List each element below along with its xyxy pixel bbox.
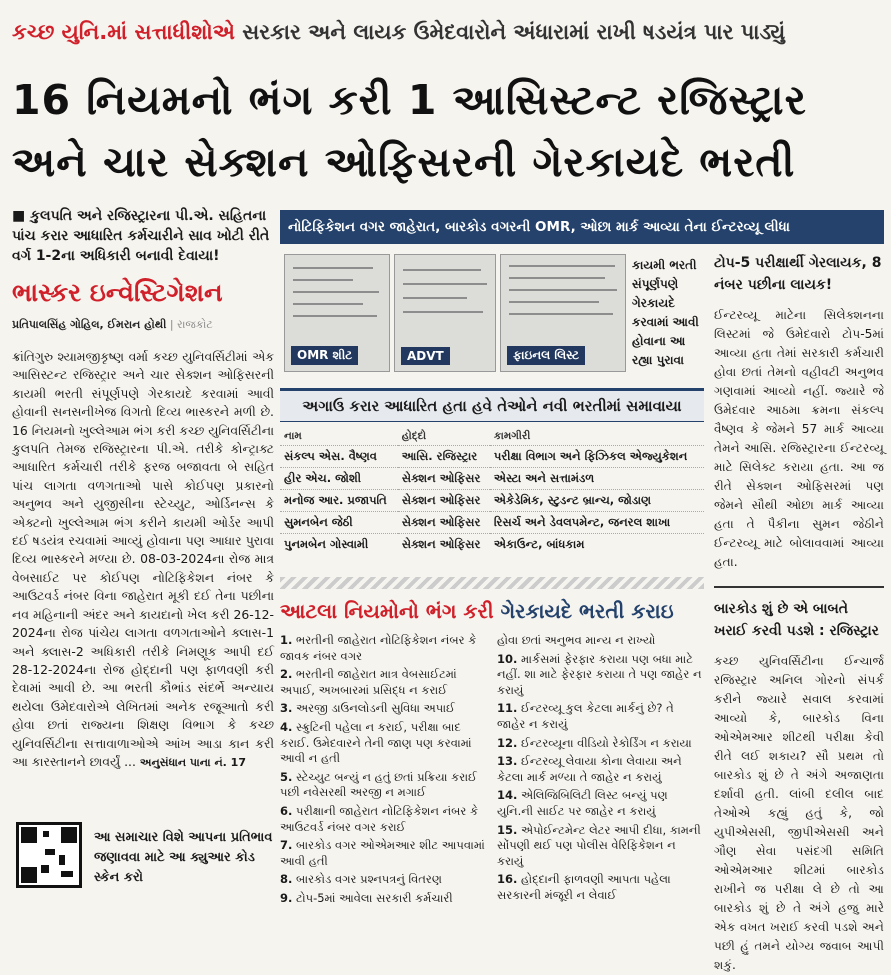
cell-name: મનોજ આર. પ્રજાપતિ [280,490,398,512]
qr-promo [12,816,274,896]
staff-section-title: અગાઉ કરાર આધારિત હતા હવે તેઓને નવી ભરતીમાં સમાવાયા [280,388,704,422]
list-item: હોવા છતાં અનુભવ માન્ય ન રાખ્યો [497,633,656,647]
sidebar-body-top5: ઈન્ટરવ્યૂ માટેના સિલેક્શનના લિસ્ટમાં જે ઉમેદવારો ટોપ-5માં આવ્યા હતા તેમાં સરકારી કર્મચારી હોવા છતાં તેમનો વહીવટી અનુભવ ગણવામાં આવ્યો નહીં. જ્યારે જે ઉમેદવાર આઠમા ક્રમના સંકલ્પ વૈષ્ણવ કે જેમને 57 માર્ક આવ્યા તેમને આસિ. રજિસ્ટ્રારના ઈન્ટરવ્યૂ માટે સિલેક્ટ કરાયા હતા. આ જ રીતે સેક્શન ઓફિસરમાં પણ જેમને સૌથી ઓછા માર્ક આવ્યા હતા તે પૈકીના સુમન જેઠીને ઈન્ટરવ્યૂ માટે બોલાવવામાં આવ્યા હતા. [714,308,884,569]
list-item: 6. પરીક્ષાની જાહેરાત નોટિફિકેશન નંબર કે આઉટવર્ડ નંબર વગર કરાઈ [280,803,479,834]
advt-image [394,254,496,372]
col-name: નામ [284,430,302,442]
qr-text: આ સમાચાર વિશે આપના પ્રતિભાવ જણાવવા માટે આ ક્યુઆર કોડ સ્કેન કરો [94,830,273,885]
sidebar-body-barcode: કચ્છ યુનિવર્સિટીના ઈન્ચાર્જ રજિસ્ટ્રાર અનિલ ગોરનો સંપર્ક કરીને જ્યારે સવાલ કરવામાં આવ્યો કે, બારકોડ વિના ઓએમઆર શીટથી પરીક્ષા કેવી રીતે લઈ શકાય? સૌ પ્રથમ તો બારકોડ શું છે તે અંગે અજાણતા દર્શાવી હતી. લાંબી દલીલ બાદ તેઓએ કહ્યું હતું કે, જો યુપીએસસી, જીપીએસસી અને ગૌણ સેવા પસંદગી સમિતિ ઓએમઆર શીટમાં બારકોડ રાખીને જ પરીક્ષા લે છે તો આ બારકોડ શું છે તે અંગે હજુ મારે એક વખત ખરાઈ કરવી પડશે અને પછી હું તમને યોગ્ય જવાબ આપી શકું. [714,654,884,972]
sidebar-heading-barcode: બારકોડ શું છે એ બાબતે ખરાઈ કરવી પડશે : રજિસ્ટ્રાર [714,601,879,639]
kicker-red: કચ્છ યુનિ.માં સત્તાધીશોએ [12,20,235,44]
byline-names: પ્રતિપાલસિંહ ગોહિલ, ઈમરાન હોથી [12,318,167,331]
list-item: 14. એલિજિબિલિટી લિસ્ટ બન્યું પણ યુનિ.ની સાઈટ પર જાહેર ન કરાયું [497,788,668,818]
table-row [280,468,704,490]
list-item: 15. એપોઈન્ટમેન્ટ લેટર આપી દીધા, કામની સોંપણી થઈ પણ પોલીસ વેરિફિકેશન ન કરાયું [497,822,701,868]
list-item: 16. હોદ્દાની ફાળવણી આપતા પહેલા સરકારની મંજૂરી ન લેવાઈ [497,872,671,902]
sidebar-heading-top5: ટોપ-5 પરીક્ષાર્થી ગેરલાયક, 8 નંબર પછીના લાયક! [714,255,882,293]
cell-work: એકાઉન્ટ, બાંધકામ [490,534,704,556]
cell-post: સેક્શન ઓફિસર [398,490,490,512]
kicker-black: સરકાર અને લાયક ઉમેદવારોને અંધારામાં રાખી ષડયંત્ર પાર પાડ્યું [242,20,786,44]
cell-work: એસ્ટા અને સત્તામંડળ [490,468,704,490]
column-divider [714,586,884,588]
cell-post: સેક્શન ઓફિસર [398,468,490,490]
kicker [12,20,882,45]
notification-bar: નોટિફિકેશન વગર જાહેરાત, બારકોડ વગરની OMR, ઓછા માર્ક આવ્યા તેના ઈન્ટરવ્યૂ લીધા [280,210,884,244]
cell-name: હીર એચ. જોશી [280,468,398,490]
table-row [280,512,704,534]
list-item: 8. બારકોડ વગર પ્રશ્નપત્રનું વિતરણ [280,872,442,887]
headline-line-1: 16 નિયમનો ભંગ કરી 1 આસિસ્ટન્ટ રજિસ્ટ્રાર [12,76,807,124]
omr-sheet-image [284,254,390,372]
cell-name: સુમનબેન જેઠી [280,512,398,534]
right-column [714,252,884,972]
intro-summary: ■ કુલપતિ અને રજિસ્ટ્રારના પી.એ. સહિતના પાંચ કરાર આધારિત કર્મચારીને સાવ ખોટી રીતે વર્ગ 1-2ના અધિકારી બનાવી દેવાયા! [12,208,270,264]
cell-name: સંકલ્પ એસ. વૈષ્ણવ [280,446,398,468]
article-body-text: ક્રાંતિગુરુ શ્યામજીકૃષ્ણ વર્મા કચ્છ યુનિવર્સિટીમાં એક આસિસ્ટન્ટ રજિસ્ટ્રાર અને ચાર સેક્શન ઓફિસરની કાયમી ભરતી સંપૂર્ણપણે ગેરકાયદે કરવામાં આવી હોવાની સનસનીખેજ વિગતો દિવ્ય ભાસ્કરને મળી છે. 16 નિયમનો ખુલ્લેઆમ ભંગ કરી કચ્છ યુનિવર્સિટીના કુલપતિ તેમજ રજિસ્ટ્રારના પી.એ. તરીકે કોન્ટ્રાક્ટ આધારિત કર્મચારી તરીકે ફરજ બજાવતા બે સહિત પાંચ લાગતા વળગતાઓ પાસે કોઈપણ પ્રકારનો અનુભવ અને યુજીસીના સ્ટેચ્યુટ, ઓર્ડિનન્સ કે એક્ટનો ખુલ્લેઆમ ભંગ કરીને કાયમી ઓર્ડર આપી દઈ ષડયંત્ર રચવામાં આવ્યું હોવાના પણ આધાર પુરાવા દિવ્ય ભાસ્કરને મળ્યા છે. 08-03-2024ના રોજ માત્ર વેબસાઈટ પર કોઈપણ નોટિફિકેશન નંબર કે આઉટવર્ડ નંબર વિના જાહેરાત મૂકી દઈ તેના પછીના નવ મહિનાની અંદર અને કાયદાનો ખેલ કરી 26-12-2024ના રોજ પાંચેય લાગતા વળગતાઓને ક્લાસ-1 અને ક્લાસ-2 અધિકારી તરીકે નિમણૂક આપી દઈ 28-12-2024ના રોજ હોદ્દાની પણ ફાળવણી કરી દેવામાં આવી છે. આ ભરતી કૌભાંડ સંદર્ભે અન્યાય થયેલા ઉમેદવારોએ લેખિતમાં અનેક રજૂઆતો કરી હોવા છતાં રાજ્યના શિક્ષણ વિભાગ કે કચ્છ યુનિવર્સિટીના સત્તાવાળાઓએ આંખ આડા કાન કરી આ કારસ્તાનને છાવર્યું ... [12,349,274,769]
cell-post: સેક્શન ઓફિસર [398,512,490,534]
list-item: 12. ઈન્ટરવ્યૂના વીડિયો રેકોર્ડિંગ ન કરાયા [497,735,692,750]
list-item: 13. ઈન્ટરવ્યૂ લેવાયા કોના લેવાયા અને કેટલા માર્ક મળ્યા તે જાહેર ન કરાયું [497,754,682,784]
cell-work: એકેડેમિક, સ્ટુડન્ટ બ્રાન્ચ, જોડાણ [490,490,704,512]
list-item: 10. માર્કસમાં ફેરફાર કરાયા પણ બધા માટે નહીં. શા માટે ફેરફાર કરાયા તે પણ જાહેર ન કરાયું [497,651,702,697]
left-column [12,206,274,896]
cell-work: રિસર્ચ અને ડેવલપમેન્ટ, જનરલ શાખા [490,512,704,534]
rules-title [280,599,704,623]
rules-list-right [497,633,704,910]
col-post: હોદ્દો [401,430,427,442]
evidence-images [280,254,704,372]
advt-caption: ADVT [401,347,450,365]
list-item: 11. ઈન્ટરવ્યૂ કુલ કેટલા માર્કનું છે? તે જાહેર ન કરાયું [497,701,674,731]
rules-list [280,633,704,910]
list-item: 4. સ્ક્રુટિની પહેલા ન કરાઈ, પરીક્ષા બાદ કરાઈ. ઉમેદવારને તેની જાણ પણ કરવામાં આવી ન હતી [280,719,472,766]
byline [12,318,274,332]
staff-table [280,428,704,555]
cell-post: સેક્શન ઓફિસર [398,534,490,556]
cell-name: પુનમબેન ગોસ્વામી [280,534,398,556]
rules-title-blue: ગેરકાયદે ભરતી કરાઇ [500,599,674,623]
omr-caption: OMR શીટ [291,346,358,365]
staff-table-header [280,428,704,446]
rules-title-red: આટલા નિયમોનો ભંગ કરી [280,599,494,623]
list-item: 2. ભરતીની જાહેરાત માત્ર વેબસાઈટમાં અપાઈ, અખબારમાં પ્રસિદ્ધ ન કરાઈ [280,667,457,697]
table-row [280,446,704,468]
article-body [12,348,274,798]
table-row [280,534,704,556]
torn-paper-divider [280,577,704,589]
rules-list-left [280,633,487,910]
list-item: 1. ભરતીની જાહેરાત નોટિફિકેશન નંબર કે જાવક નંબર વગર [280,633,477,663]
list-item: 5. સ્ટેચ્યુટ બન્યું ન હતું છતાં પ્રક્રિયા કરાઈ પછી નવેસરથી અરજી ન મગાઈ [280,769,477,800]
cell-post: આસિ. રજિસ્ટ્રાર [398,446,490,468]
center-column [280,210,790,905]
list-item: 7. બારકોડ વગર ઓએમઆર શીટ આપવામાં આવી હતી [280,838,485,868]
list-item: 3. અરજી ડાઉનલોડની સુવિધા અપાઈ [280,701,455,716]
col-work: કામગીરી [493,430,531,442]
brand-investigation: ભાસ્કર ઇન્વેસ્ટિગેશન [12,278,223,307]
byline-place: રાજકોટ [177,318,213,331]
final-list-caption: ફાઇનલ લિસ્ટ [507,346,585,365]
cell-work: પરીક્ષા વિભાગ અને ફિઝિકલ એજ્યુકેશન [490,446,704,468]
byline-separator: | [166,318,178,331]
qr-code-icon[interactable] [16,822,82,888]
image-side-caption: કાયમી ભરતી સંપૂર્ણપણે ગેરકાયદે કરવામાં આવી હોવાના આ રહ્યા પુરાવા [632,258,699,367]
final-list-image [500,254,626,372]
table-row [280,490,704,512]
headline-line-2: અને ચાર સેક્શન ઓફિસરની ગેરકાયદે ભરતી [12,138,796,186]
continued-note: અનુસંધાન પાના નં. 17 [139,755,246,769]
list-item: 9. ટોપ-5માં આવેલા સરકારી કર્મચારી [280,890,453,905]
